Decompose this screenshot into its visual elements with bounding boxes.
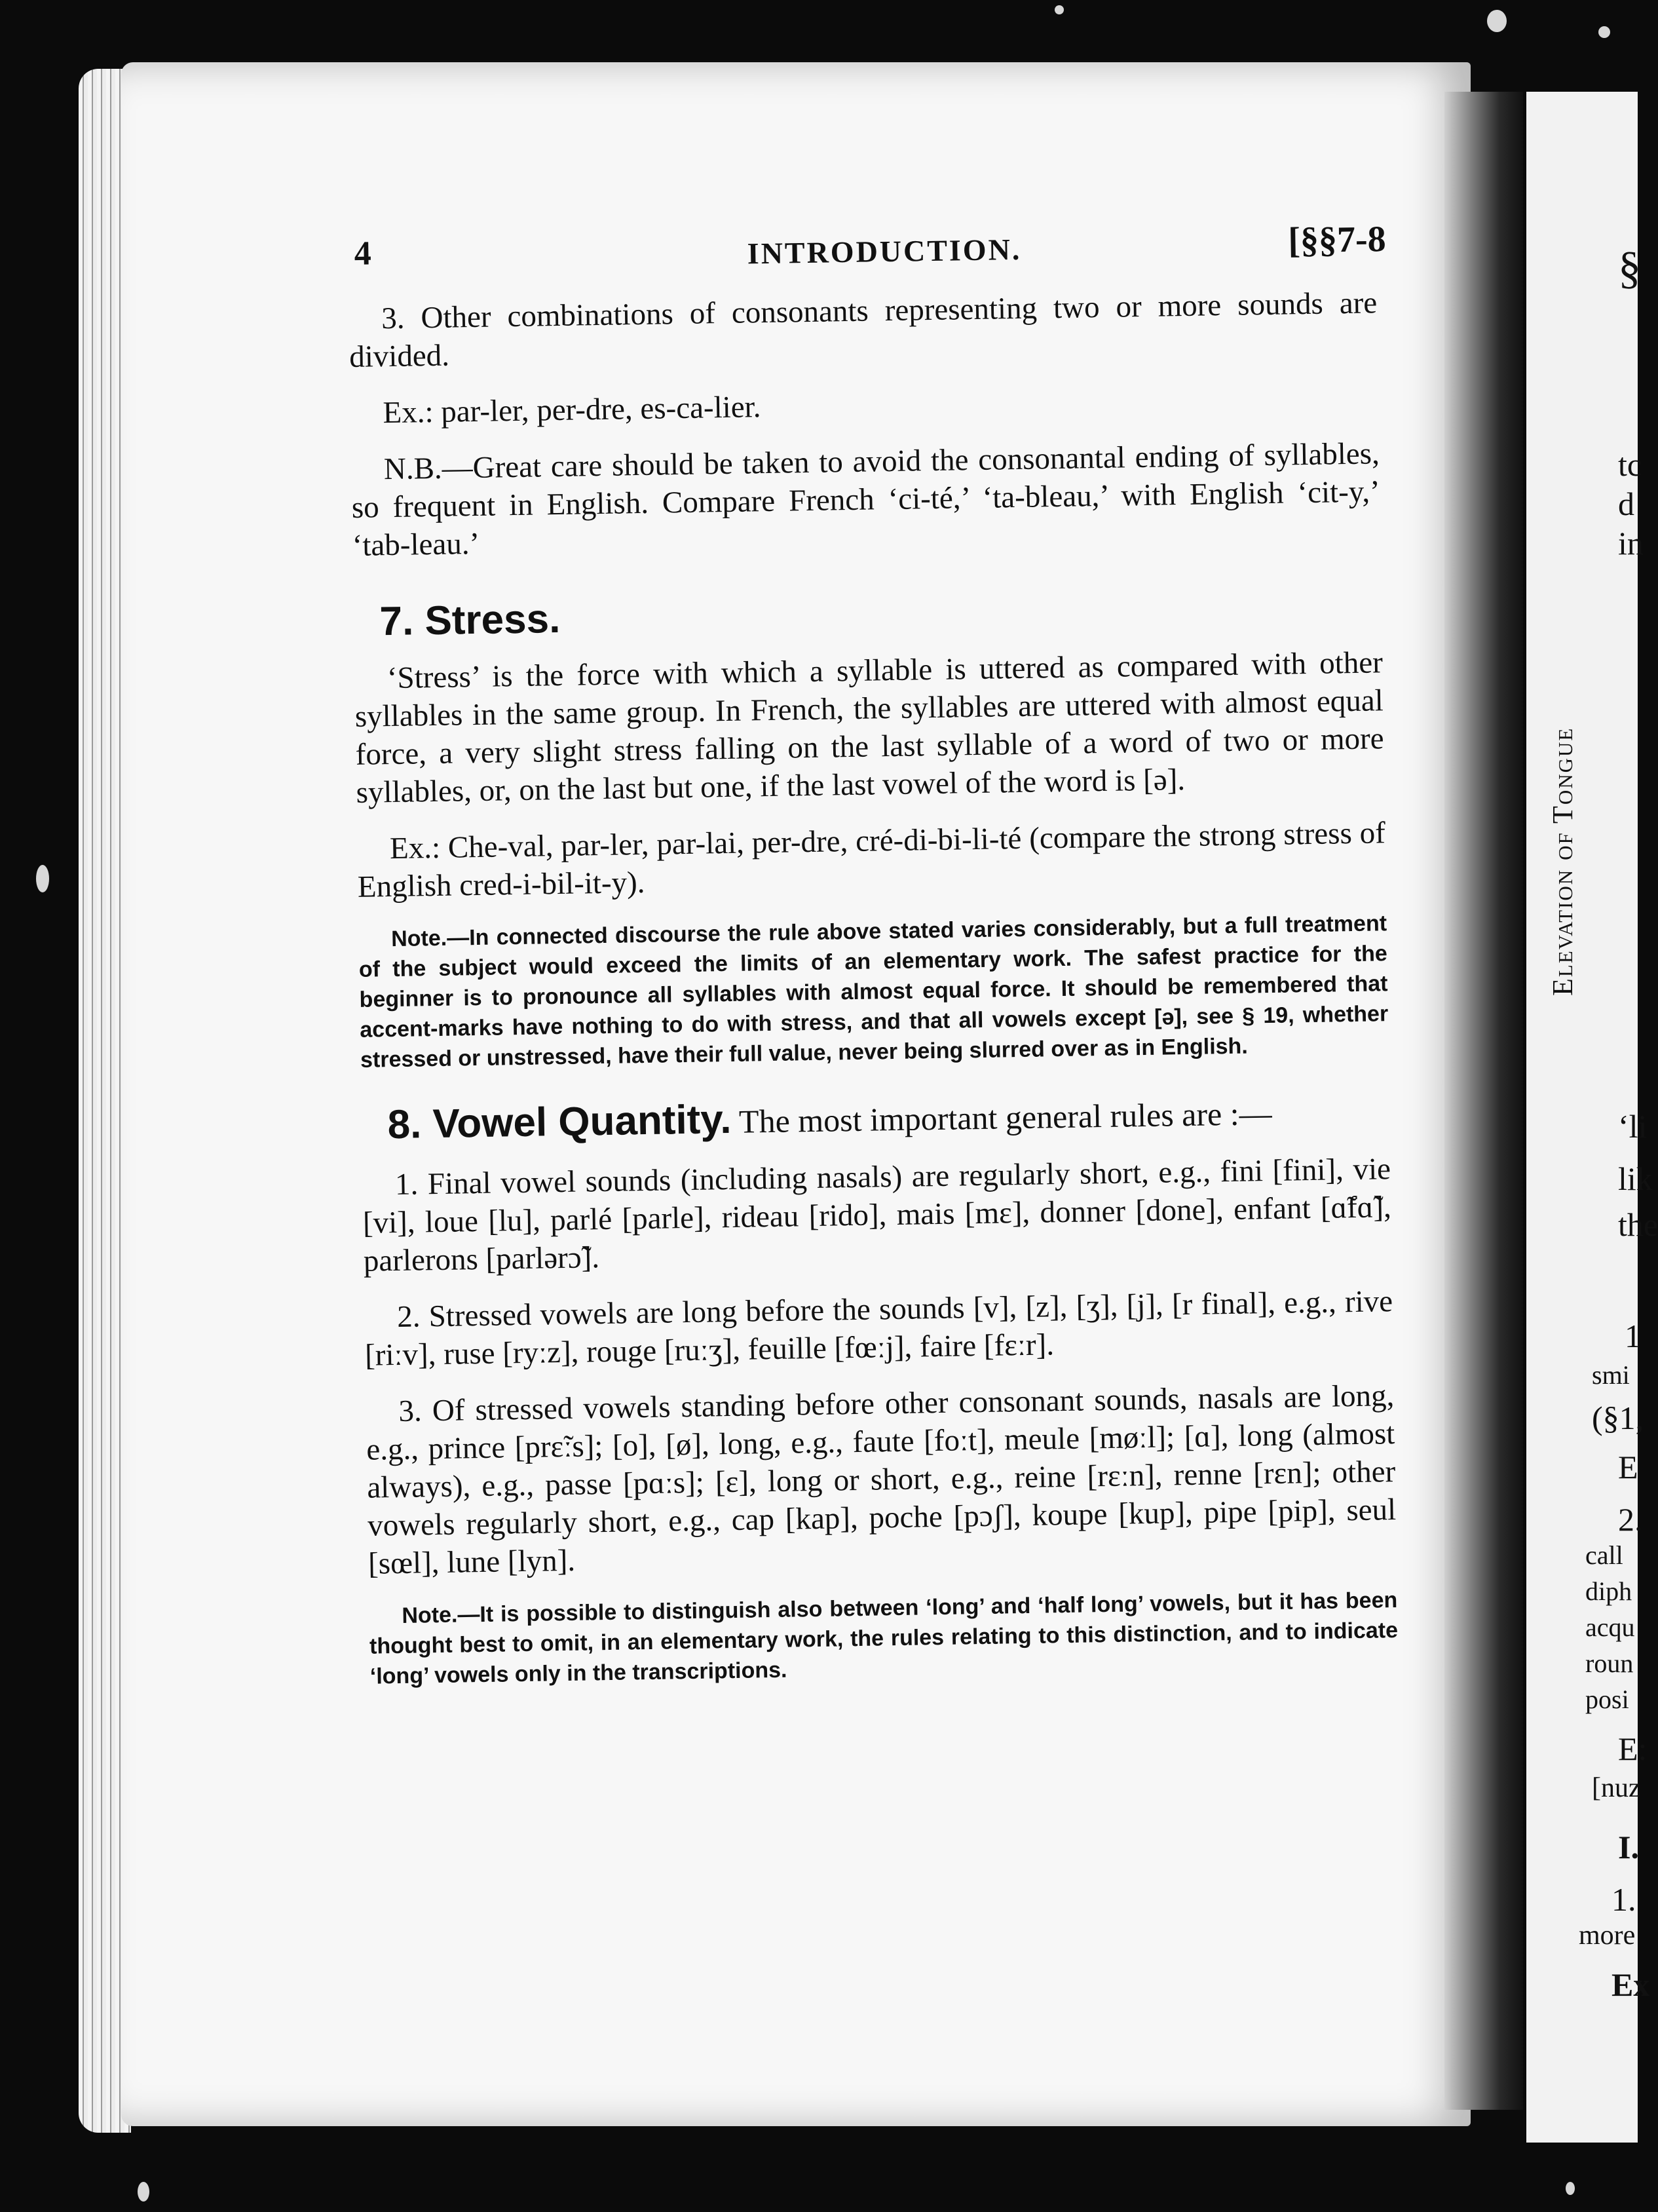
facing-fragment: 1 xyxy=(1625,1318,1641,1354)
facing-fragment: Ex xyxy=(1611,1966,1650,2003)
scan-speck xyxy=(1566,2182,1575,2195)
stress-paragraph: ‘Stress’ is the force with which a syllable is uttered as compared with other syllables in the same group. In French, the syllables are uttered with almost equal force, a very slight stress falling on the last syllable of a word of two or more syllables, or, on the last but one, if the last vowel of the word is [ə]. xyxy=(354,645,1384,810)
vowel-rule-2: 2. Stressed vowels are long before the sounds [v], [z], [ʒ], [j], [r final], e.g., rive [riːv], ruse [ryːz], rouge [ruːʒ], feuille [fœːj], faire [fɛːr]. xyxy=(364,1284,1393,1373)
vowel-quantity-intro xyxy=(361,1089,1390,1148)
facing-fragment: § xyxy=(1618,243,1641,294)
stress-heading: 7. Stress. xyxy=(379,596,561,645)
example-paragraph: Ex.: par-ler, per-dre, es-ca-lier. xyxy=(383,390,761,430)
facing-fragment: call xyxy=(1585,1540,1623,1570)
scan-speck xyxy=(138,2182,149,2202)
facing-fragment: posi xyxy=(1585,1685,1629,1714)
book-gutter xyxy=(1444,92,1523,2110)
nb-paragraph: N.B.—Great care should be taken to avoid the consonantal ending of syllables, so frequent in English. Compare French ‘ci-té,’ ‘ta-bleau,’ with English ‘cit-y,’ ‘tab-leau.’ xyxy=(351,436,1381,563)
section-range: [§§7-8 xyxy=(1287,219,1387,261)
facing-fragment: ‘li xyxy=(1618,1108,1648,1145)
facing-fragment: E: xyxy=(1618,1730,1648,1767)
facing-fragment: (§1, xyxy=(1592,1400,1644,1436)
facing-fragment: tc xyxy=(1618,446,1642,483)
vowel-rule-1: 1. Final vowel sounds (including nasals) are regularly short, e.g., fini [fini], vie [vi], loue [lu], parlé [parle], rideau [rido], mais [mɛ], donner [done], enfant [ɑ̃fɑ̃], parlerons [parlərɔ̃]. xyxy=(362,1152,1392,1278)
facing-fragment: smi xyxy=(1592,1360,1630,1390)
facing-fragment: diph xyxy=(1585,1576,1632,1606)
page-number: 4 xyxy=(354,235,372,273)
facing-fragment: roun xyxy=(1585,1649,1634,1678)
facing-fragment: [nuz xyxy=(1592,1773,1641,1803)
scan-speck xyxy=(1487,10,1507,32)
vowel-quantity-intro-text: The most important general rules are :— xyxy=(738,1094,1272,1140)
facing-vertical-label: Elevation of Tongue xyxy=(1547,727,1579,996)
facing-fragment: lik xyxy=(1618,1160,1653,1197)
facing-fragment: 2. xyxy=(1618,1501,1643,1538)
facing-fragment: E xyxy=(1618,1449,1638,1485)
facing-fragment: the xyxy=(1618,1206,1658,1243)
facing-fragment: acqu xyxy=(1585,1612,1635,1642)
scan-speck xyxy=(36,865,49,892)
facing-fragment: d xyxy=(1618,486,1634,522)
stress-example-paragraph: Ex.: Che-val, par-ler, par-lai, per-dre, cré-di-bi-li-té (compare the strong stress of English cred-i-bil-it-y). xyxy=(357,816,1386,904)
running-title: INTRODUCTION. xyxy=(747,232,1022,271)
scan-speck xyxy=(1598,26,1610,38)
facing-page xyxy=(1526,92,1658,2143)
facing-fragment: more xyxy=(1579,1920,1636,1951)
page-content xyxy=(347,206,1399,1691)
facing-fragment: I. xyxy=(1618,1829,1639,1865)
vowel-rule-3: 3. Of stressed vowels standing before other consonant sounds, nasals are long, e.g., prince [prɛ̃ːs]; [o], [ø], long, e.g., faute [foːt], meule [møːl]; [ɑ], long (almost always), e.g., passe [pɑːs]; [ɛ], long or short, e.g., reine [rɛːn], renne [rɛn]; other vowels regularly short, e.g., cap [kap], poche [pɔʃ], koupe [kup], pipe [pip], seul [sœl], lune [lyn]. xyxy=(366,1379,1397,1581)
facing-fragment: in xyxy=(1618,525,1644,562)
rule-3-paragraph: 3. Other combinations of consonants representing two or more sounds are divided. xyxy=(349,286,1378,374)
scan-speck xyxy=(1055,5,1064,14)
stress-note: Note.—In connected discourse the rule above stated varies considerably, but a full treatment of the subject would exceed the limits of an elementary work. The safest practice for the beginner is to pronounce all syllables with almost equal force. It should be remembered that accent-marks have nothing to do with stress, and that all vowels except [ə], see § 19, whether stressed or unstressed, have their full value, never being slurred over as in English. xyxy=(358,911,1389,1073)
vowel-quantity-heading: 8. Vowel Quantity. xyxy=(387,1096,732,1148)
facing-fragment: 1. xyxy=(1611,1881,1636,1918)
vowel-note: Note.—It is possible to distinguish also between ‘long’ and ‘half long’ vowels, but it has been thought best to omit, in an elementary work, the rules relating to this distinction, and to indicate ‘long’ vowels only in the transcriptions. xyxy=(369,1588,1399,1689)
